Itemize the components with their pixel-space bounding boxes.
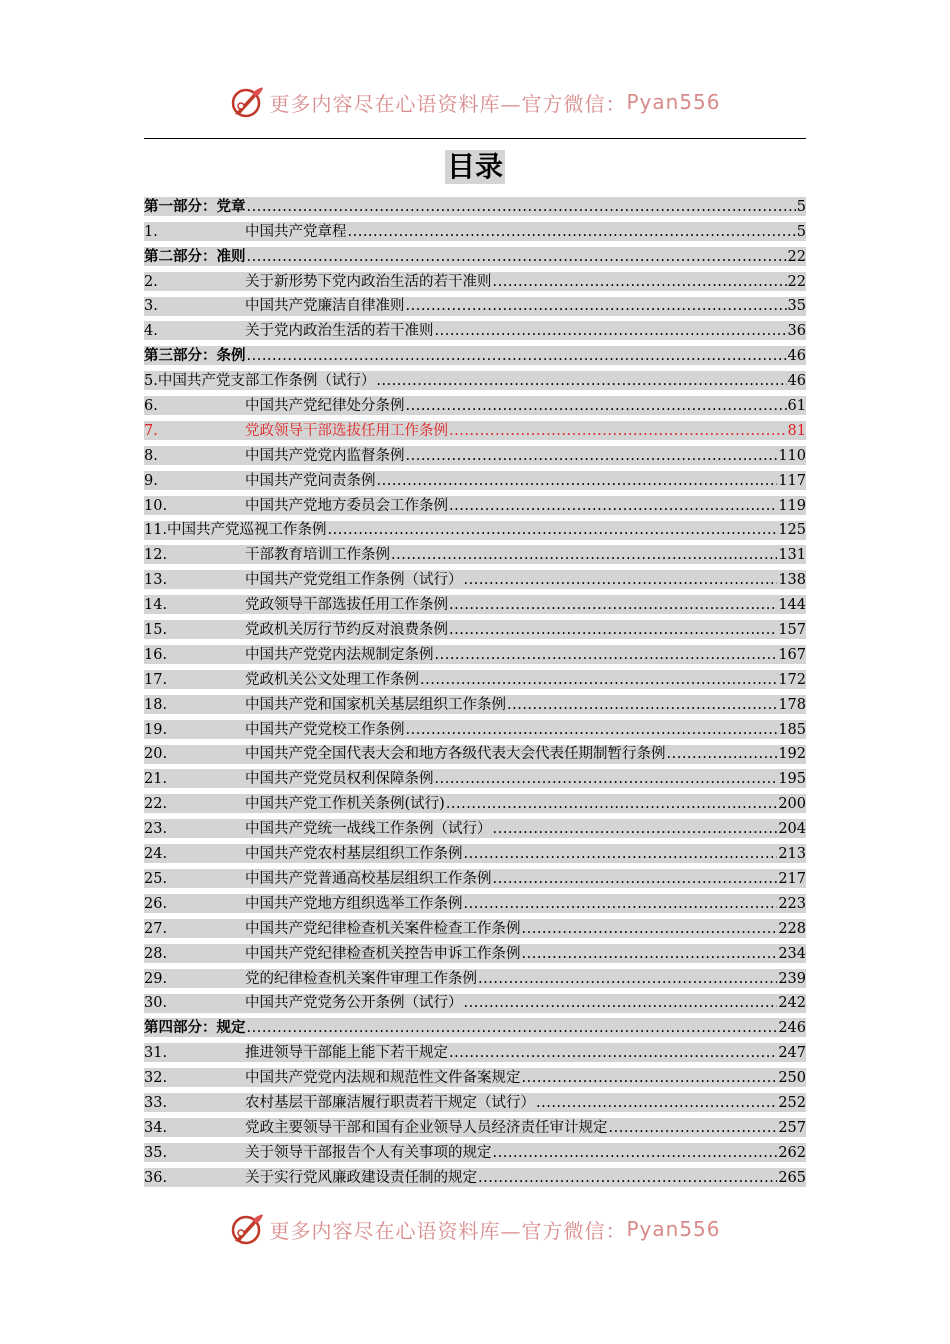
dot-leader <box>446 794 777 814</box>
entry-line <box>144 1068 806 1091</box>
entry-title: 中国共产党党内监督条例 <box>245 447 405 464</box>
entry-title: 中国共产党和国家机关基层组织工作条例 <box>245 696 506 713</box>
entry-page-number: 228 <box>778 920 806 937</box>
entry-page-number: 22 <box>787 273 806 290</box>
entry-number: 4. <box>144 323 158 340</box>
dot-leader <box>406 720 778 740</box>
toc-entry[interactable] <box>144 817 806 842</box>
entry-line <box>144 595 806 618</box>
toc-entry[interactable] <box>144 344 806 369</box>
entry-title: 中国共产党纪律检查机关控告申诉工作条例 <box>245 945 521 962</box>
toc-entry[interactable] <box>144 369 806 394</box>
toc-entry[interactable] <box>144 195 806 220</box>
entry-number: 15. <box>144 622 168 639</box>
toc-entry[interactable] <box>144 543 806 568</box>
dot-leader <box>464 894 778 914</box>
entry-title: 关于党内政治生活的若干准则 <box>245 323 434 340</box>
entry-page-number: 234 <box>778 945 806 962</box>
entry-line <box>144 446 806 469</box>
entry-page-number: 252 <box>778 1094 806 1111</box>
entry-title: 中国共产党党组工作条例（试行） <box>245 572 463 589</box>
toc-entry[interactable] <box>144 1166 806 1191</box>
banner-text: 更多内容尽在心语资料库—官方微信： <box>269 1218 627 1243</box>
dot-leader <box>464 570 778 590</box>
entry-number: 1. <box>144 223 158 240</box>
entry-line <box>144 421 806 444</box>
dot-leader <box>464 993 778 1013</box>
entry-title: 第四部分：规定 <box>144 1019 246 1037</box>
entry-number: 17. <box>144 671 168 688</box>
toc-entry[interactable] <box>144 718 806 743</box>
entry-title: 党政主要领导干部和国有企业领导人员经济责任审计规定 <box>245 1119 608 1136</box>
dot-leader <box>247 247 787 267</box>
entry-line <box>144 720 806 743</box>
entry-title: 党政机关厉行节约反对浪费条例 <box>245 622 448 639</box>
toc-entry[interactable] <box>144 842 806 867</box>
toc-entry[interactable] <box>144 767 806 792</box>
entry-title: 中国共产党党内法规制定条例 <box>245 646 434 663</box>
entry-page-number: 117 <box>778 472 806 489</box>
toc-entry[interactable] <box>144 992 806 1017</box>
entry-page-number: 195 <box>778 771 806 788</box>
entry-line <box>144 670 806 693</box>
dot-leader <box>435 321 787 341</box>
entry-page-number: 262 <box>778 1144 806 1161</box>
entry-title: 党政领导干部选拔任用工作条例 <box>245 422 448 439</box>
entry-number: 3. <box>144 298 158 315</box>
entry-title: 中国共产党统一战线工作条例（试行） <box>245 821 492 838</box>
entry-line <box>144 247 806 270</box>
header-banner <box>0 82 950 122</box>
entry-line <box>144 496 806 519</box>
entry-title: 中国共产党问责条例 <box>245 472 376 489</box>
toc-entry[interactable] <box>144 319 806 344</box>
entry-page-number: 217 <box>778 870 806 887</box>
dot-leader <box>449 496 777 516</box>
banner-wechat-id: Pyan556 <box>626 1217 721 1241</box>
entry-number: 6. <box>144 398 158 415</box>
entry-line <box>144 346 806 369</box>
entry-line <box>144 695 806 718</box>
entry-page-number: 246 <box>778 1020 806 1037</box>
dot-leader <box>478 1168 777 1188</box>
entry-line <box>144 919 806 942</box>
entry-line <box>144 222 806 245</box>
dot-leader <box>449 595 777 615</box>
entry-title: 中国共产党党务公开条例（试行） <box>245 995 463 1012</box>
entry-line <box>144 570 806 593</box>
toc-entry[interactable] <box>144 394 806 419</box>
entry-page-number: 265 <box>778 1169 806 1186</box>
dot-leader <box>609 1118 778 1138</box>
entry-page-number: 242 <box>778 995 806 1012</box>
toc-entry[interactable] <box>144 1016 806 1041</box>
entry-title: 关于领导干部报告个人有关事项的规定 <box>245 1144 492 1161</box>
dot-leader <box>406 396 787 416</box>
dot-leader <box>522 919 778 939</box>
quill-logo-icon <box>229 1211 265 1247</box>
entry-number: 2. <box>144 273 158 290</box>
entry-page-number: 239 <box>778 970 806 987</box>
entry-line <box>144 993 806 1016</box>
toc-entry[interactable] <box>144 469 806 494</box>
entry-line <box>144 869 806 892</box>
entry-line <box>144 471 806 494</box>
entry-line <box>144 1043 806 1066</box>
quill-logo-icon <box>229 84 265 120</box>
entry-number: 23. <box>144 821 168 838</box>
entry-page-number: 5 <box>796 198 806 215</box>
entry-number: 26. <box>144 895 168 912</box>
entry-page-number: 46 <box>787 373 806 390</box>
entry-title: 农村基层干部廉洁履行职责若干规定（试行） <box>245 1094 535 1111</box>
dot-leader <box>420 670 777 690</box>
entry-title: 中国共产党纪律检查机关案件检查工作条例 <box>245 920 521 937</box>
dot-leader <box>348 222 796 242</box>
entry-title: 中国共产党党员权利保障条例 <box>245 771 434 788</box>
toc-entry[interactable] <box>144 245 806 270</box>
dot-leader <box>376 371 786 391</box>
entry-number: 29. <box>144 970 168 987</box>
toc-entry[interactable] <box>144 444 806 469</box>
entry-title: 党的纪律检查机关案件审理工作条例 <box>245 970 477 987</box>
entry-page-number: 223 <box>778 895 806 912</box>
entry-line <box>144 1168 806 1191</box>
entry-line <box>144 545 806 568</box>
entry-page-number: 36 <box>787 323 806 340</box>
entry-number: 18. <box>144 696 168 713</box>
entry-line <box>144 1143 806 1166</box>
entry-page-number: 213 <box>778 846 806 863</box>
entry-number: 16. <box>144 646 168 663</box>
toc-entry[interactable] <box>144 892 806 917</box>
entry-number: 8. <box>144 447 158 464</box>
entry-page-number: 138 <box>778 572 806 589</box>
dot-leader <box>247 346 787 366</box>
toc-entry[interactable] <box>144 618 806 643</box>
toc-entry[interactable] <box>144 792 806 817</box>
toc-entry[interactable] <box>144 519 806 544</box>
toc-entry[interactable] <box>144 1141 806 1166</box>
toc-entry[interactable] <box>144 295 806 320</box>
entry-number: 22. <box>144 796 168 813</box>
entry-line <box>144 645 806 668</box>
entry-number: 24. <box>144 846 168 863</box>
entry-page-number: 35 <box>787 298 806 315</box>
toc-entry[interactable] <box>144 568 806 593</box>
toc-entry[interactable] <box>144 593 806 618</box>
banner-text: 更多内容尽在心语资料库—官方微信： <box>269 91 627 116</box>
page-title: 目录 <box>446 150 503 183</box>
entry-line <box>144 894 806 917</box>
toc-entry[interactable] <box>144 967 806 992</box>
toc-entry[interactable] <box>144 693 806 718</box>
toc-entry[interactable] <box>144 419 806 444</box>
dot-leader <box>522 944 778 964</box>
dot-leader <box>435 769 778 789</box>
entry-line <box>144 944 806 967</box>
entry-page-number: 110 <box>778 447 806 464</box>
toc-entry[interactable] <box>144 867 806 892</box>
entry-line <box>144 371 806 394</box>
toc-entry[interactable] <box>144 942 806 967</box>
entry-title: 关于新形势下党内政治生活的若干准则 <box>245 273 492 290</box>
entry-title: 中国共产党农村基层组织工作条例 <box>245 846 463 863</box>
entry-number: 32. <box>144 1070 168 1087</box>
toc-entry[interactable] <box>144 1066 806 1091</box>
entry-title: 第一部分：党章 <box>144 197 246 215</box>
toc-entry[interactable] <box>144 743 806 768</box>
dot-leader <box>507 695 777 715</box>
dot-leader <box>377 471 778 491</box>
header-rule <box>144 138 806 139</box>
entry-number: 10. <box>144 497 168 514</box>
entry-title: 中国共产党工作机关条例(试行) <box>245 796 445 813</box>
entry-line <box>144 969 806 992</box>
entry-line <box>144 272 806 295</box>
entry-number: 35. <box>144 1144 168 1161</box>
entry-page-number: 46 <box>787 348 806 365</box>
entry-title: 党政机关公文处理工作条例 <box>245 671 419 688</box>
entry-number: 14. <box>144 597 168 614</box>
toc-entry[interactable] <box>144 270 806 295</box>
entry-line <box>144 197 806 220</box>
dot-leader <box>449 421 787 441</box>
entry-title: 中国共产党党校工作条例 <box>245 721 405 738</box>
entry-title: 第三部分：条例 <box>144 347 246 365</box>
entry-page-number: 125 <box>778 522 806 539</box>
entry-page-number: 119 <box>778 497 806 514</box>
dot-leader <box>247 1018 778 1038</box>
dot-leader <box>391 545 777 565</box>
entry-page-number: 192 <box>778 746 806 763</box>
entry-line <box>144 769 806 792</box>
banner-wechat-id: Pyan556 <box>626 90 721 114</box>
entry-page-number: 172 <box>778 671 806 688</box>
entry-number: 27. <box>144 920 168 937</box>
entry-page-number: 185 <box>778 721 806 738</box>
dot-leader <box>449 1043 777 1063</box>
entry-page-number: 5 <box>796 223 806 240</box>
dot-leader <box>493 272 787 292</box>
entry-page-number: 61 <box>787 398 806 415</box>
entry-line <box>144 520 806 543</box>
entry-title: 党政领导干部选拔任用工作条例 <box>245 597 448 614</box>
entry-number: 25. <box>144 870 168 887</box>
entry-title: 干部教育培训工作条例 <box>245 547 390 564</box>
title-container <box>0 150 950 184</box>
toc-entry[interactable] <box>144 1091 806 1116</box>
entry-title: 中国共产党廉洁自律准则 <box>245 298 405 315</box>
entry-title: 中国共产党党内法规和规范性文件备案规定 <box>245 1070 521 1087</box>
entry-number: 30. <box>144 995 168 1012</box>
entry-page-number: 250 <box>778 1070 806 1087</box>
entry-title: 中国共产党普通高校基层组织工作条例 <box>245 870 492 887</box>
entry-line <box>144 744 806 767</box>
entry-page-number: 131 <box>778 547 806 564</box>
entry-line <box>144 1093 806 1116</box>
entry-line <box>144 1118 806 1141</box>
table-of-contents <box>144 195 806 1191</box>
entry-page-number: 257 <box>778 1119 806 1136</box>
dot-leader <box>667 744 778 764</box>
toc-entry[interactable] <box>144 668 806 693</box>
entry-line <box>144 396 806 419</box>
entry-title: 中国共产党地方组织选举工作条例 <box>245 895 463 912</box>
entry-title: 中国共产党章程 <box>245 223 347 240</box>
toc-entry[interactable] <box>144 494 806 519</box>
entry-title: 第二部分：准则 <box>144 247 246 265</box>
entry-number: 20. <box>144 746 168 763</box>
entry-number: 21. <box>144 771 168 788</box>
entry-number: 9. <box>144 472 158 489</box>
dot-leader <box>328 520 778 540</box>
entry-page-number: 204 <box>778 821 806 838</box>
toc-entry[interactable] <box>144 220 806 245</box>
entry-page-number: 247 <box>778 1045 806 1062</box>
entry-title: 关于实行党风廉政建设责任制的规定 <box>245 1169 477 1186</box>
entry-line <box>144 819 806 842</box>
footer-banner <box>0 1209 950 1249</box>
dot-leader <box>536 1093 777 1113</box>
entry-number: 12. <box>144 547 168 564</box>
entry-number: 7. <box>144 422 158 439</box>
toc-entry[interactable] <box>144 643 806 668</box>
dot-leader <box>449 620 777 640</box>
entry-page-number: 178 <box>778 696 806 713</box>
dot-leader <box>435 645 778 665</box>
dot-leader <box>493 1143 778 1163</box>
dot-leader <box>478 969 777 989</box>
toc-entry[interactable] <box>144 1116 806 1141</box>
entry-page-number: 22 <box>787 248 806 265</box>
entry-number: 28. <box>144 945 168 962</box>
entry-line <box>144 844 806 867</box>
entry-number: 34. <box>144 1119 168 1136</box>
dot-leader <box>522 1068 778 1088</box>
dot-leader <box>493 869 778 889</box>
entry-number: 33. <box>144 1094 168 1111</box>
dot-leader <box>406 446 778 466</box>
entry-number: 19. <box>144 721 168 738</box>
dot-leader <box>464 844 778 864</box>
entry-number: 31. <box>144 1045 168 1062</box>
entry-number: 13. <box>144 572 168 589</box>
entry-line <box>144 321 806 344</box>
entry-number: 36. <box>144 1169 168 1186</box>
dot-leader <box>406 296 787 316</box>
entry-title: 中国共产党全国代表大会和地方各级代表大会代表任期制暂行条例 <box>245 746 666 763</box>
entry-page-number: 167 <box>778 646 806 663</box>
entry-title: 推进领导干部能上能下若干规定 <box>245 1045 448 1062</box>
entry-line <box>144 620 806 643</box>
entry-title: 中国共产党纪律处分条例 <box>245 398 405 415</box>
entry-line <box>144 296 806 319</box>
entry-page-number: 81 <box>787 422 806 439</box>
entry-page-number: 144 <box>778 597 806 614</box>
entry-line <box>144 794 806 817</box>
entry-page-number: 200 <box>778 796 806 813</box>
dot-leader <box>247 197 796 217</box>
toc-entry[interactable] <box>144 1041 806 1066</box>
dot-leader <box>493 819 778 839</box>
entry-line <box>144 1018 806 1041</box>
entry-title: 5.中国共产党支部工作条例（试行） <box>144 373 376 390</box>
entry-title: 11.中国共产党巡视工作条例 <box>144 522 327 539</box>
entry-title: 中国共产党地方委员会工作条例 <box>245 497 448 514</box>
entry-page-number: 157 <box>778 622 806 639</box>
toc-entry[interactable] <box>144 917 806 942</box>
